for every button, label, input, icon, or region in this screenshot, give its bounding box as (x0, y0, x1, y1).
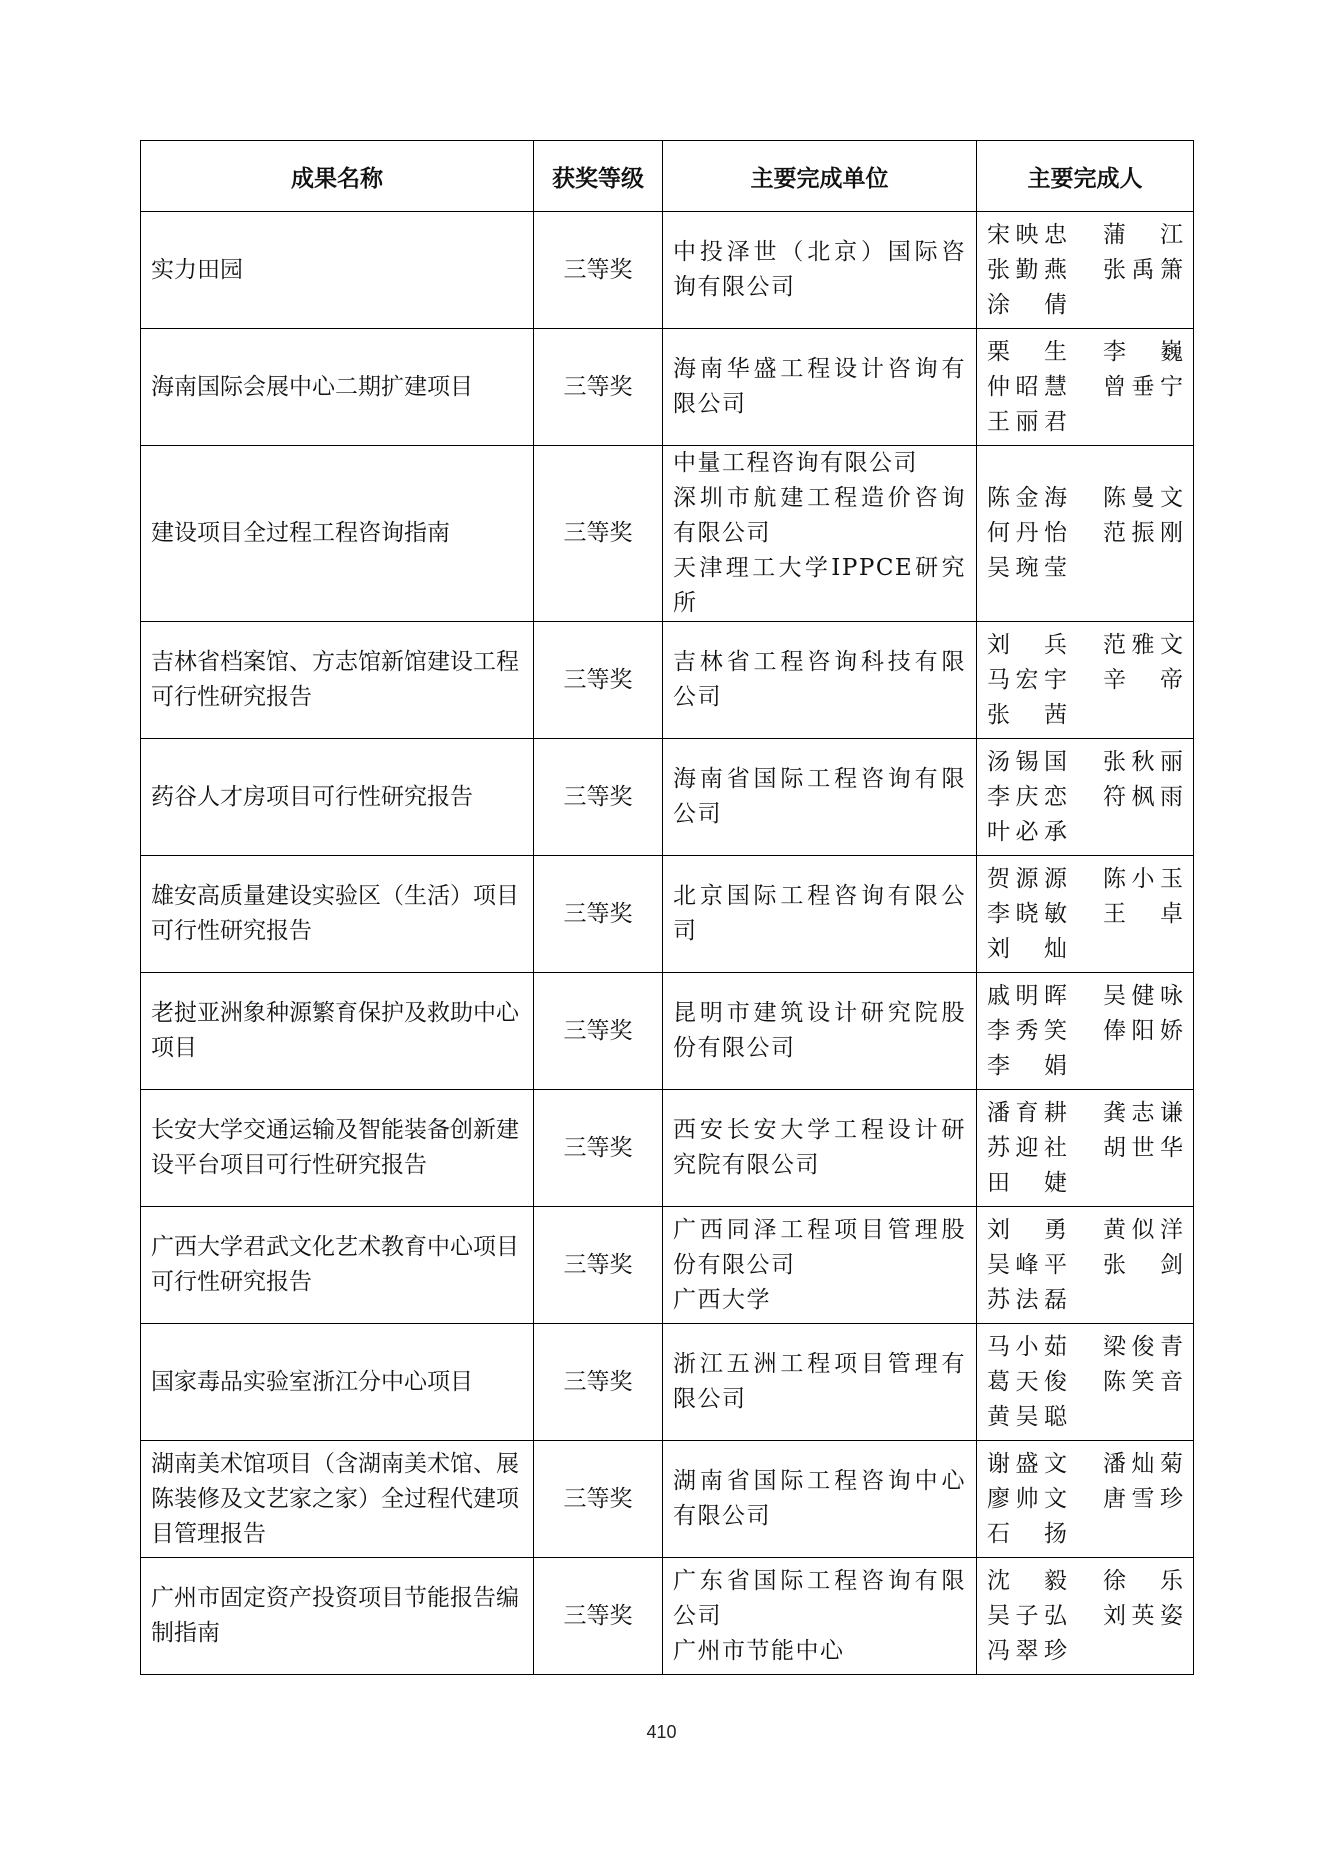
main-people-cell (977, 622, 1194, 739)
achievement-name-cell: 雄安高质量建设实验区（生活）项目可行性研究报告 (141, 856, 534, 973)
person-name: 吴峰平 (987, 1251, 1067, 1278)
people-grid (987, 628, 1183, 733)
person-name: 刘 灿 (987, 935, 1067, 962)
unit-name: 湖南省国际工程咨询中心有限公司 (673, 1468, 966, 1529)
person-name: 辛 帝 (1103, 666, 1183, 693)
achievement-name-cell: 海南国际会展中心二期扩建项目 (141, 329, 534, 446)
main-units-cell (663, 329, 977, 446)
person-name: 刘英姿 (1103, 1602, 1183, 1629)
person-name: 刘 兵 (987, 631, 1067, 658)
person-name: 符枫雨 (1103, 783, 1183, 810)
award-level-cell: 三等奖 (534, 622, 663, 739)
person-name: 谢盛文 (987, 1450, 1067, 1477)
person-name: 栗 生 (987, 338, 1067, 365)
person-name: 苏法磊 (987, 1286, 1067, 1313)
person-name: 石 扬 (987, 1520, 1067, 1547)
person-name: 涂 倩 (987, 291, 1067, 318)
person-name: 陈金海 (987, 485, 1067, 511)
main-units-cell (663, 446, 977, 622)
unit-name: 西安长安大学工程设计研究院有限公司 (673, 1117, 966, 1178)
unit-name: 广州市节能中心 (673, 1637, 845, 1664)
achievement-name-cell: 实力田园 (141, 212, 534, 329)
person-name: 宋映忠 (987, 221, 1067, 248)
person-name: 苏迎社 (987, 1134, 1067, 1161)
unit-name: 深圳市航建工程造价咨询有限公司 (673, 485, 966, 546)
person-name: 汤锡国 (987, 748, 1067, 775)
person-name: 王丽君 (987, 408, 1067, 435)
person-name: 张勤燕 (987, 256, 1067, 283)
award-level-cell: 三等奖 (534, 329, 663, 446)
people-grid (987, 745, 1183, 850)
main-units-cell (663, 739, 977, 856)
table-row (141, 329, 1194, 446)
people-grid (987, 979, 1183, 1084)
table-row (141, 1441, 1194, 1558)
award-level-cell: 三等奖 (534, 973, 663, 1090)
people-grid (987, 1330, 1183, 1435)
header-award-level: 获奖等级 (534, 141, 663, 212)
award-level-cell: 三等奖 (534, 739, 663, 856)
unit-name: 北京国际工程咨询有限公司 (673, 883, 966, 944)
main-units-cell (663, 212, 977, 329)
person-name: 戚明晖 (987, 982, 1067, 1009)
person-name: 马宏宇 (987, 666, 1067, 693)
person-name: 潘育耕 (987, 1099, 1067, 1126)
unit-name: 广西大学 (673, 1286, 771, 1313)
main-people-cell (977, 446, 1194, 622)
award-level-cell: 三等奖 (534, 446, 663, 622)
main-people-cell (977, 1207, 1194, 1324)
person-name: 俸阳娇 (1103, 1017, 1183, 1044)
main-units-cell (663, 1207, 977, 1324)
person-name: 蒲 江 (1103, 221, 1183, 248)
main-people-cell (977, 1441, 1194, 1558)
unit-name: 中投泽世（北京）国际咨询有限公司 (673, 239, 966, 300)
person-name: 梁俊青 (1103, 1333, 1183, 1360)
person-name: 吴琬莹 (987, 555, 1067, 581)
table-row (141, 622, 1194, 739)
unit-name: 浙江五洲工程项目管理有限公司 (673, 1351, 966, 1412)
achievement-name-cell: 湖南美术馆项目（含湖南美术馆、展陈装修及文艺家之家）全过程代建项目管理报告 (141, 1441, 534, 1558)
achievement-name-cell: 广州市固定资产投资项目节能报告编制指南 (141, 1558, 534, 1675)
person-name: 黄吴聪 (987, 1403, 1067, 1430)
main-units-cell (663, 622, 977, 739)
award-level-cell: 三等奖 (534, 212, 663, 329)
person-name: 张 剑 (1103, 1251, 1183, 1278)
person-name: 田 婕 (987, 1169, 1067, 1196)
person-name: 廖帅文 (987, 1485, 1067, 1512)
main-people-cell (977, 212, 1194, 329)
main-people-cell (977, 1558, 1194, 1675)
person-name: 陈曼文 (1103, 485, 1183, 511)
table-header-row (141, 141, 1194, 212)
person-name: 龚志谦 (1103, 1099, 1183, 1126)
achievement-name-cell: 国家毒品实验室浙江分中心项目 (141, 1324, 534, 1441)
unit-name: 广西同泽工程项目管理股份有限公司 (673, 1216, 966, 1278)
person-name: 唐雪珍 (1103, 1485, 1183, 1512)
person-name: 李晓敏 (987, 900, 1067, 927)
award-level-cell: 三等奖 (534, 1090, 663, 1207)
person-name: 李秀笑 (987, 1017, 1067, 1044)
person-name: 范振刚 (1103, 520, 1183, 546)
person-name: 葛天俊 (987, 1368, 1067, 1395)
table-row (141, 973, 1194, 1090)
achievement-name-cell: 建设项目全过程工程咨询指南 (141, 446, 534, 622)
achievement-name-cell: 吉林省档案馆、方志馆新馆建设工程可行性研究报告 (141, 622, 534, 739)
main-units-cell (663, 856, 977, 973)
unit-name: 昆明市建筑设计研究院股份有限公司 (673, 1000, 966, 1061)
main-people-cell (977, 1324, 1194, 1441)
people-grid (987, 335, 1183, 440)
people-grid (987, 218, 1183, 323)
achievement-name-cell: 长安大学交通运输及智能装备创新建设平台项目可行性研究报告 (141, 1090, 534, 1207)
table-row (141, 1558, 1194, 1675)
people-grid (987, 862, 1183, 967)
people-grid (987, 1564, 1183, 1669)
main-people-cell (977, 329, 1194, 446)
main-units-cell (663, 973, 977, 1090)
person-name: 叶必承 (987, 818, 1067, 845)
table-row (141, 1090, 1194, 1207)
unit-name: 海南省国际工程咨询有限公司 (673, 766, 966, 827)
person-name: 曾垂宁 (1103, 373, 1183, 400)
person-name: 胡世华 (1103, 1134, 1183, 1161)
person-name: 陈笑音 (1103, 1368, 1183, 1395)
people-grid (987, 1213, 1183, 1318)
main-people-cell (977, 973, 1194, 1090)
person-name: 李 巍 (1103, 338, 1183, 365)
person-name: 马小茹 (987, 1333, 1067, 1360)
person-name: 张 茜 (987, 701, 1067, 728)
main-people-cell (977, 739, 1194, 856)
person-name: 沈 毅 (987, 1567, 1067, 1594)
award-level-cell: 三等奖 (534, 1441, 663, 1558)
header-main-units: 主要完成单位 (663, 141, 977, 212)
table-row (141, 1324, 1194, 1441)
people-grid (987, 481, 1183, 586)
person-name: 黄似洋 (1103, 1216, 1183, 1243)
award-level-cell: 三等奖 (534, 1207, 663, 1324)
table-row (141, 446, 1194, 622)
people-grid (987, 1096, 1183, 1201)
unit-name: 海南华盛工程设计咨询有限公司 (673, 356, 966, 417)
table-row (141, 212, 1194, 329)
header-achievement-name: 成果名称 (141, 141, 534, 212)
table-row (141, 856, 1194, 973)
award-level-cell: 三等奖 (534, 1324, 663, 1441)
award-level-cell: 三等奖 (534, 856, 663, 973)
award-level-cell: 三等奖 (534, 1558, 663, 1675)
main-units-cell (663, 1441, 977, 1558)
main-units-cell (663, 1324, 977, 1441)
achievement-name-cell: 广西大学君武文化艺术教育中心项目可行性研究报告 (141, 1207, 534, 1324)
main-people-cell (977, 1090, 1194, 1207)
person-name: 仲昭慧 (987, 373, 1067, 400)
person-name: 潘灿菊 (1103, 1450, 1183, 1477)
header-main-people: 主要完成人 (977, 141, 1194, 212)
person-name: 刘 勇 (987, 1216, 1067, 1243)
person-name: 贺源源 (987, 865, 1067, 892)
person-name: 何丹怡 (987, 520, 1067, 546)
table-body (141, 212, 1194, 1675)
unit-name: 广东省国际工程咨询有限公司 (673, 1567, 966, 1629)
person-name: 陈小玉 (1103, 865, 1183, 892)
table-row (141, 739, 1194, 856)
achievement-name-cell: 老挝亚洲象种源繁育保护及救助中心项目 (141, 973, 534, 1090)
main-units-cell (663, 1090, 977, 1207)
page-number: 410 (646, 1722, 677, 1742)
main-units-cell (663, 1558, 977, 1675)
table-row (141, 1207, 1194, 1324)
person-name: 冯翠珍 (987, 1637, 1067, 1664)
person-name: 范雅文 (1103, 631, 1183, 658)
person-name: 张禹箫 (1103, 256, 1183, 283)
unit-name: 天津理工大学IPPCE研究所 (673, 555, 966, 616)
person-name: 李 娟 (987, 1052, 1067, 1079)
unit-name: 中量工程咨询有限公司 (673, 450, 918, 476)
person-name: 徐 乐 (1103, 1567, 1183, 1594)
person-name: 李庆恋 (987, 783, 1067, 810)
award-table (140, 140, 1194, 1675)
main-people-cell (977, 856, 1194, 973)
person-name: 吴子弘 (987, 1602, 1067, 1629)
person-name: 王 卓 (1103, 900, 1183, 927)
person-name: 吴健咏 (1103, 982, 1183, 1009)
achievement-name-cell: 药谷人才房项目可行性研究报告 (141, 739, 534, 856)
unit-name: 吉林省工程咨询科技有限公司 (673, 649, 966, 710)
person-name: 张秋丽 (1103, 748, 1183, 775)
people-grid (987, 1447, 1183, 1552)
